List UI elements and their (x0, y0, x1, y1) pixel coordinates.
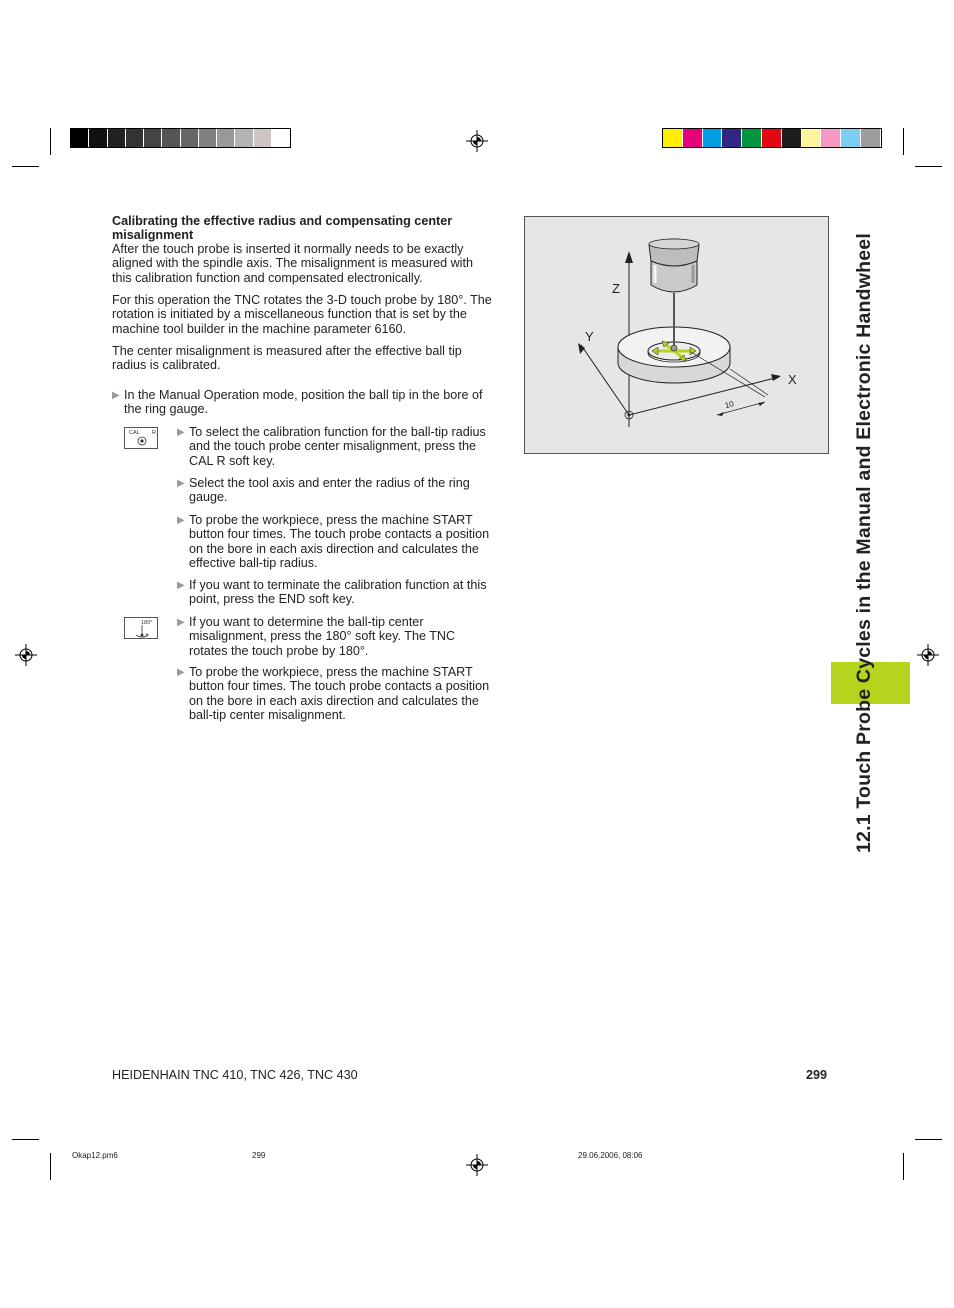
page-number: 299 (806, 1068, 828, 1082)
text-line: effective ball-tip radius. (189, 555, 318, 570)
color-swatch (235, 129, 253, 147)
text-line: To select the calibration function for the ball-tip radius (189, 425, 486, 439)
calibration-figure (524, 216, 829, 454)
text-line: In the Manual Operation mode, position the ball tip in the bore of (124, 388, 483, 402)
registration-mark-icon (917, 644, 939, 666)
text-line: For this operation the TNC rotates the 3-D touch probe by 180°. The (112, 293, 492, 307)
triangle-right-icon: ▶ (177, 580, 185, 591)
color-swatch (861, 129, 881, 147)
footer-product: HEIDENHAIN TNC 410, TNC 426, TNC 430 (112, 1068, 358, 1082)
text-line: gauge. (189, 490, 228, 505)
color-swatch (217, 129, 235, 147)
text-line: CAL R soft key. (189, 453, 276, 468)
text-line: machine tool builder in the machine parameter 6160. (112, 321, 407, 336)
text-line: rotation is initiated by a miscellaneous function that is set by the (112, 307, 467, 322)
text-line: on the bore in each axis direction and calculates the (189, 693, 479, 708)
triangle-right-icon: ▶ (177, 617, 185, 628)
step-item (177, 578, 517, 607)
rotate-probe-icon (133, 624, 151, 638)
crop-mark (50, 128, 51, 155)
step-item (177, 665, 517, 722)
step-item (177, 513, 517, 570)
triangle-right-icon: ▶ (177, 478, 185, 489)
text-line: the ring gauge. (124, 402, 209, 417)
crop-mark (915, 1139, 942, 1140)
text-line: radius is calibrated. (112, 358, 221, 373)
color-swatch (762, 129, 782, 147)
crop-mark (12, 1139, 39, 1140)
crop-mark (903, 128, 904, 155)
step-item (177, 425, 517, 468)
registration-mark-icon (466, 130, 488, 152)
step-item (177, 476, 517, 505)
rotate-180-softkey-button[interactable] (124, 617, 158, 639)
paragraph (112, 344, 512, 373)
slug-timestamp: 29.06.2006, 08:06 (578, 1151, 643, 1160)
color-swatch (742, 129, 762, 147)
step-item (177, 615, 517, 658)
color-swatch (683, 129, 703, 147)
step-item (112, 388, 512, 417)
heading-line: misalignment (112, 228, 194, 243)
triangle-right-icon: ▶ (177, 515, 185, 526)
paragraph (112, 293, 512, 336)
probe-target-icon (137, 436, 147, 446)
text-line: After the touch probe is inserted it normally needs to be exactly (112, 242, 464, 256)
color-swatch (841, 129, 861, 147)
color-swatch (144, 129, 162, 147)
text-line: ball-tip center misalignment. (189, 707, 346, 722)
crop-mark (915, 166, 942, 167)
color-swatch (703, 129, 723, 147)
slug-file: Okap12.pm6 (72, 1151, 118, 1160)
slug-page: 299 (252, 1151, 266, 1160)
paragraph (112, 242, 512, 285)
text-line: button four times. The touch probe contacts a position (189, 527, 490, 542)
crop-mark (12, 166, 39, 167)
color-swatch (821, 129, 841, 147)
heading-line: Calibrating the effective radius and compensating center (112, 214, 453, 228)
softkey-label: R (152, 430, 156, 436)
section-heading (112, 214, 512, 243)
text-line: this calibration function and compensated electronically. (112, 270, 423, 285)
triangle-right-icon: ▶ (177, 427, 185, 438)
text-line: To probe the workpiece, press the machine START (189, 665, 473, 679)
color-swatch (162, 129, 180, 147)
color-swatch (272, 129, 290, 147)
color-swatch (782, 129, 802, 147)
registration-mark-icon (15, 644, 37, 666)
axis-label-z: Z (612, 281, 620, 296)
softkey-label: 180° (141, 620, 153, 626)
text-line: misalignment, press the 180° soft key. The TNC (189, 629, 456, 644)
cal-r-softkey-button[interactable] (124, 427, 158, 449)
text-line: point, press the END soft key. (189, 592, 355, 607)
triangle-right-icon: ▶ (112, 390, 120, 401)
text-line: Select the tool axis and enter the radius of the ring (189, 476, 470, 490)
color-swatch (108, 129, 126, 147)
color-swatch (89, 129, 107, 147)
axis-label-y: Y (585, 329, 594, 344)
color-swatch (199, 129, 217, 147)
text-line: The center misalignment is measured after the effective ball tip (112, 344, 462, 358)
gray-calibration-bar (70, 128, 291, 148)
softkey-label: CAL (129, 430, 140, 436)
text-line: button four times. The touch probe contacts a position (189, 679, 490, 694)
color-swatch (663, 129, 683, 147)
color-swatch (254, 129, 272, 147)
text-line: If you want to terminate the calibration function at this (189, 578, 487, 592)
color-calibration-bar (662, 128, 882, 148)
axis-label-x: X (788, 372, 797, 387)
crop-mark (903, 1153, 904, 1180)
text-line: on the bore in each axis direction and calculates the (189, 541, 479, 556)
text-line: To probe the workpiece, press the machine START (189, 513, 473, 527)
color-swatch (71, 129, 89, 147)
text-line: aligned with the spindle axis. The misalignment is measured with (112, 256, 473, 271)
color-swatch (126, 129, 144, 147)
text-line: rotates the touch probe by 180°. (189, 643, 369, 658)
ring-gauge-diagram (525, 217, 828, 453)
color-swatch (802, 129, 822, 147)
crop-mark (50, 1153, 51, 1180)
text-line: and the touch probe center misalignment, press the (189, 439, 477, 454)
chapter-title-text: 12.1 Touch Probe Cycles in the Manual and Electronic Handwheel (853, 233, 875, 853)
text-line: If you want to determine the ball-tip center (189, 615, 424, 629)
triangle-right-icon: ▶ (177, 667, 185, 678)
dimension-label: 10 (723, 399, 735, 411)
color-swatch (181, 129, 199, 147)
color-swatch (722, 129, 742, 147)
registration-mark-icon (466, 1154, 488, 1176)
